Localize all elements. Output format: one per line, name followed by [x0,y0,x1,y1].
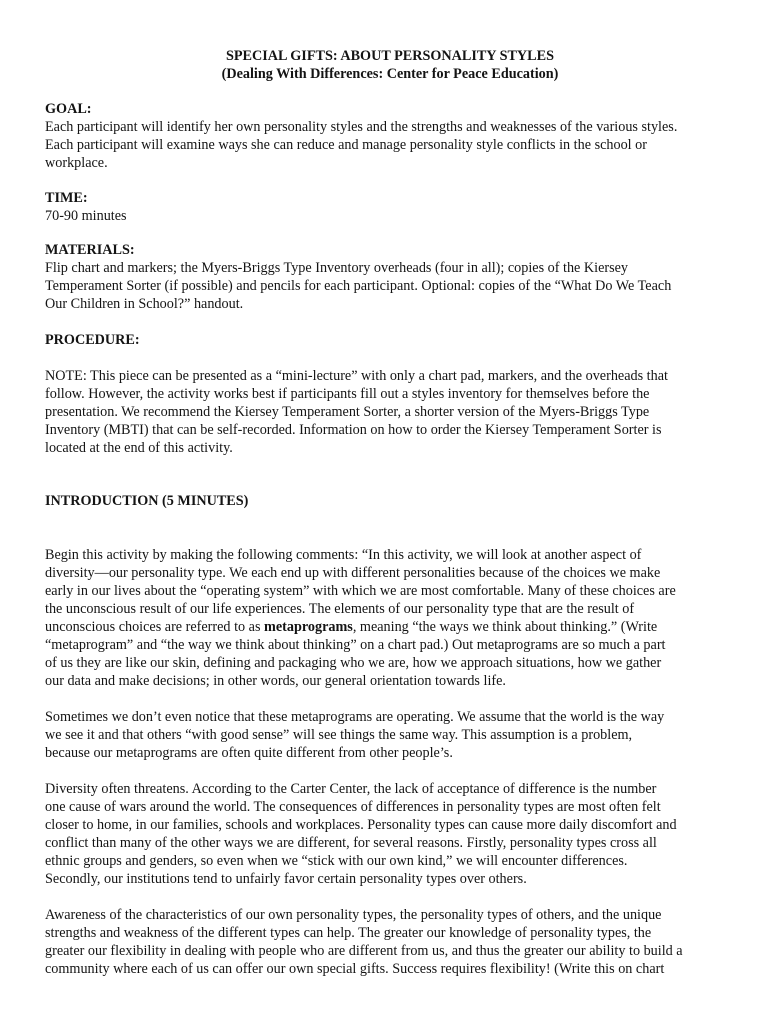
document-header [45,47,735,83]
paragraph-line: Diversity often threatens. According to the Carter Center, the lack of acceptance of difference is the number [45,781,657,797]
paragraph-line: one cause of wars around the world. The consequences of differences in personality types are most often felt [45,799,661,815]
goal-line: workplace. [45,155,108,171]
paragraph-line: Begin this activity by making the following comments: “In this activity, we will look at another aspect of [45,547,642,563]
goal-heading: GOAL: [45,101,92,117]
paragraph-line: Awareness of the characteristics of our own personality types, the personality types of others, and the unique [45,907,662,923]
paragraph-line: ethnic groups and genders, so even when we “stick with our own kind,” we will encounter differences. [45,853,628,869]
procedure-heading: PROCEDURE: [45,332,140,348]
goal-text [45,118,735,172]
paragraph-line: conflict than many of the other ways we are different, for several reasons. Firstly, personality types cross all [45,835,657,851]
procedure-note [45,367,735,457]
intro-paragraph-1 [45,546,735,690]
time-heading: TIME: [45,190,88,206]
line-text: , meaning “the ways we think about thinking.” (Write [352,619,658,635]
paragraph-line: greater our flexibility in dealing with people who are different from us, and thus the greater our ability to build a [45,943,683,959]
paragraph-line: closer to home, in our families, schools and workplaces. Personality types can cause more daily discomfort and [45,817,677,833]
paragraph-line: the unconscious result of our life experiences. The elements of our personality type that are the result of [45,601,635,617]
paragraph-line: our data and make decisions; in other words, our general orientation towards life. [45,673,506,689]
note-line: presentation. We recommend the Kiersey Temperament Sorter, a shorter version of the Myers-Briggs Type [45,404,650,420]
note-line: located at the end of this activity. [45,440,233,456]
paragraph-line: Sometimes we don’t even notice that these metaprograms are operating. We assume that the world is the way [45,709,665,725]
goal-line: Each participant will examine ways she can reduce and manage personality style conflicts in the school or [45,137,647,153]
paragraph-line: Secondly, our institutions tend to unfairly favor certain personality types over others. [45,871,527,887]
document-title: SPECIAL GIFTS: ABOUT PERSONALITY STYLES [226,48,554,64]
paragraph-line [45,618,735,636]
materials-heading: MATERIALS: [45,242,135,258]
document-page [45,47,735,978]
metaprograms-term: metaprograms [264,619,353,635]
materials-text [45,259,735,313]
materials-line: Flip chart and markers; the Myers-Briggs Type Inventory overheads (four in all); copies of the Kiersey [45,260,629,276]
document-subtitle: (Dealing With Differences: Center for Peace Education) [221,66,559,82]
note-line: NOTE: This piece can be presented as a “mini-lecture” with only a chart pad, markers, and the overheads that [45,368,668,384]
paragraph-line: “metaprogram” and “the way we think about thinking” on a chart pad.) Out metaprograms are so much a part [45,637,666,653]
paragraph-line: because our metaprograms are often quite different from other people’s. [45,745,453,761]
goal-line: Each participant will identify her own personality styles and the strengths and weaknesses of the various styles. [45,119,678,135]
intro-paragraph-3 [45,780,735,888]
intro-paragraph-2 [45,708,735,762]
note-line: Inventory (MBTI) that can be self-recorded. Information on how to order the Kiersey Temperament Sorter is [45,422,662,438]
note-line: follow. However, the activity works best if participants fill out a styles inventory for themselves before the [45,386,650,402]
paragraph-line: community where each of us can offer our own special gifts. Success requires flexibility! (Write this on chart [45,961,665,977]
paragraph-line: of us they are like our skin, defining and packaging who we are, how we approach situations, how we gather [45,655,662,671]
time-value: 70-90 minutes [45,208,127,224]
paragraph-line: early in our lives about the “operating system” with which we are most comfortable. Many of these choices are [45,583,676,599]
intro-paragraph-4 [45,906,735,978]
line-text: unconscious choices are referred to as [45,619,265,635]
paragraph-line: diversity—our personality type. We each end up with different personalities because of the choices we make [45,565,661,581]
materials-line: Our Children in School?” handout. [45,296,244,312]
introduction-heading: INTRODUCTION (5 MINUTES) [45,493,249,509]
materials-line: Temperament Sorter (if possible) and pencils for each participant. Optional: copies of the “What Do We Teach [45,278,672,294]
paragraph-line: we see it and that others “with good sense” will see things the same way. This assumption is a problem, [45,727,633,743]
paragraph-line: strengths and weakness of the different types can help. The greater our knowledge of personality types, the [45,925,652,941]
